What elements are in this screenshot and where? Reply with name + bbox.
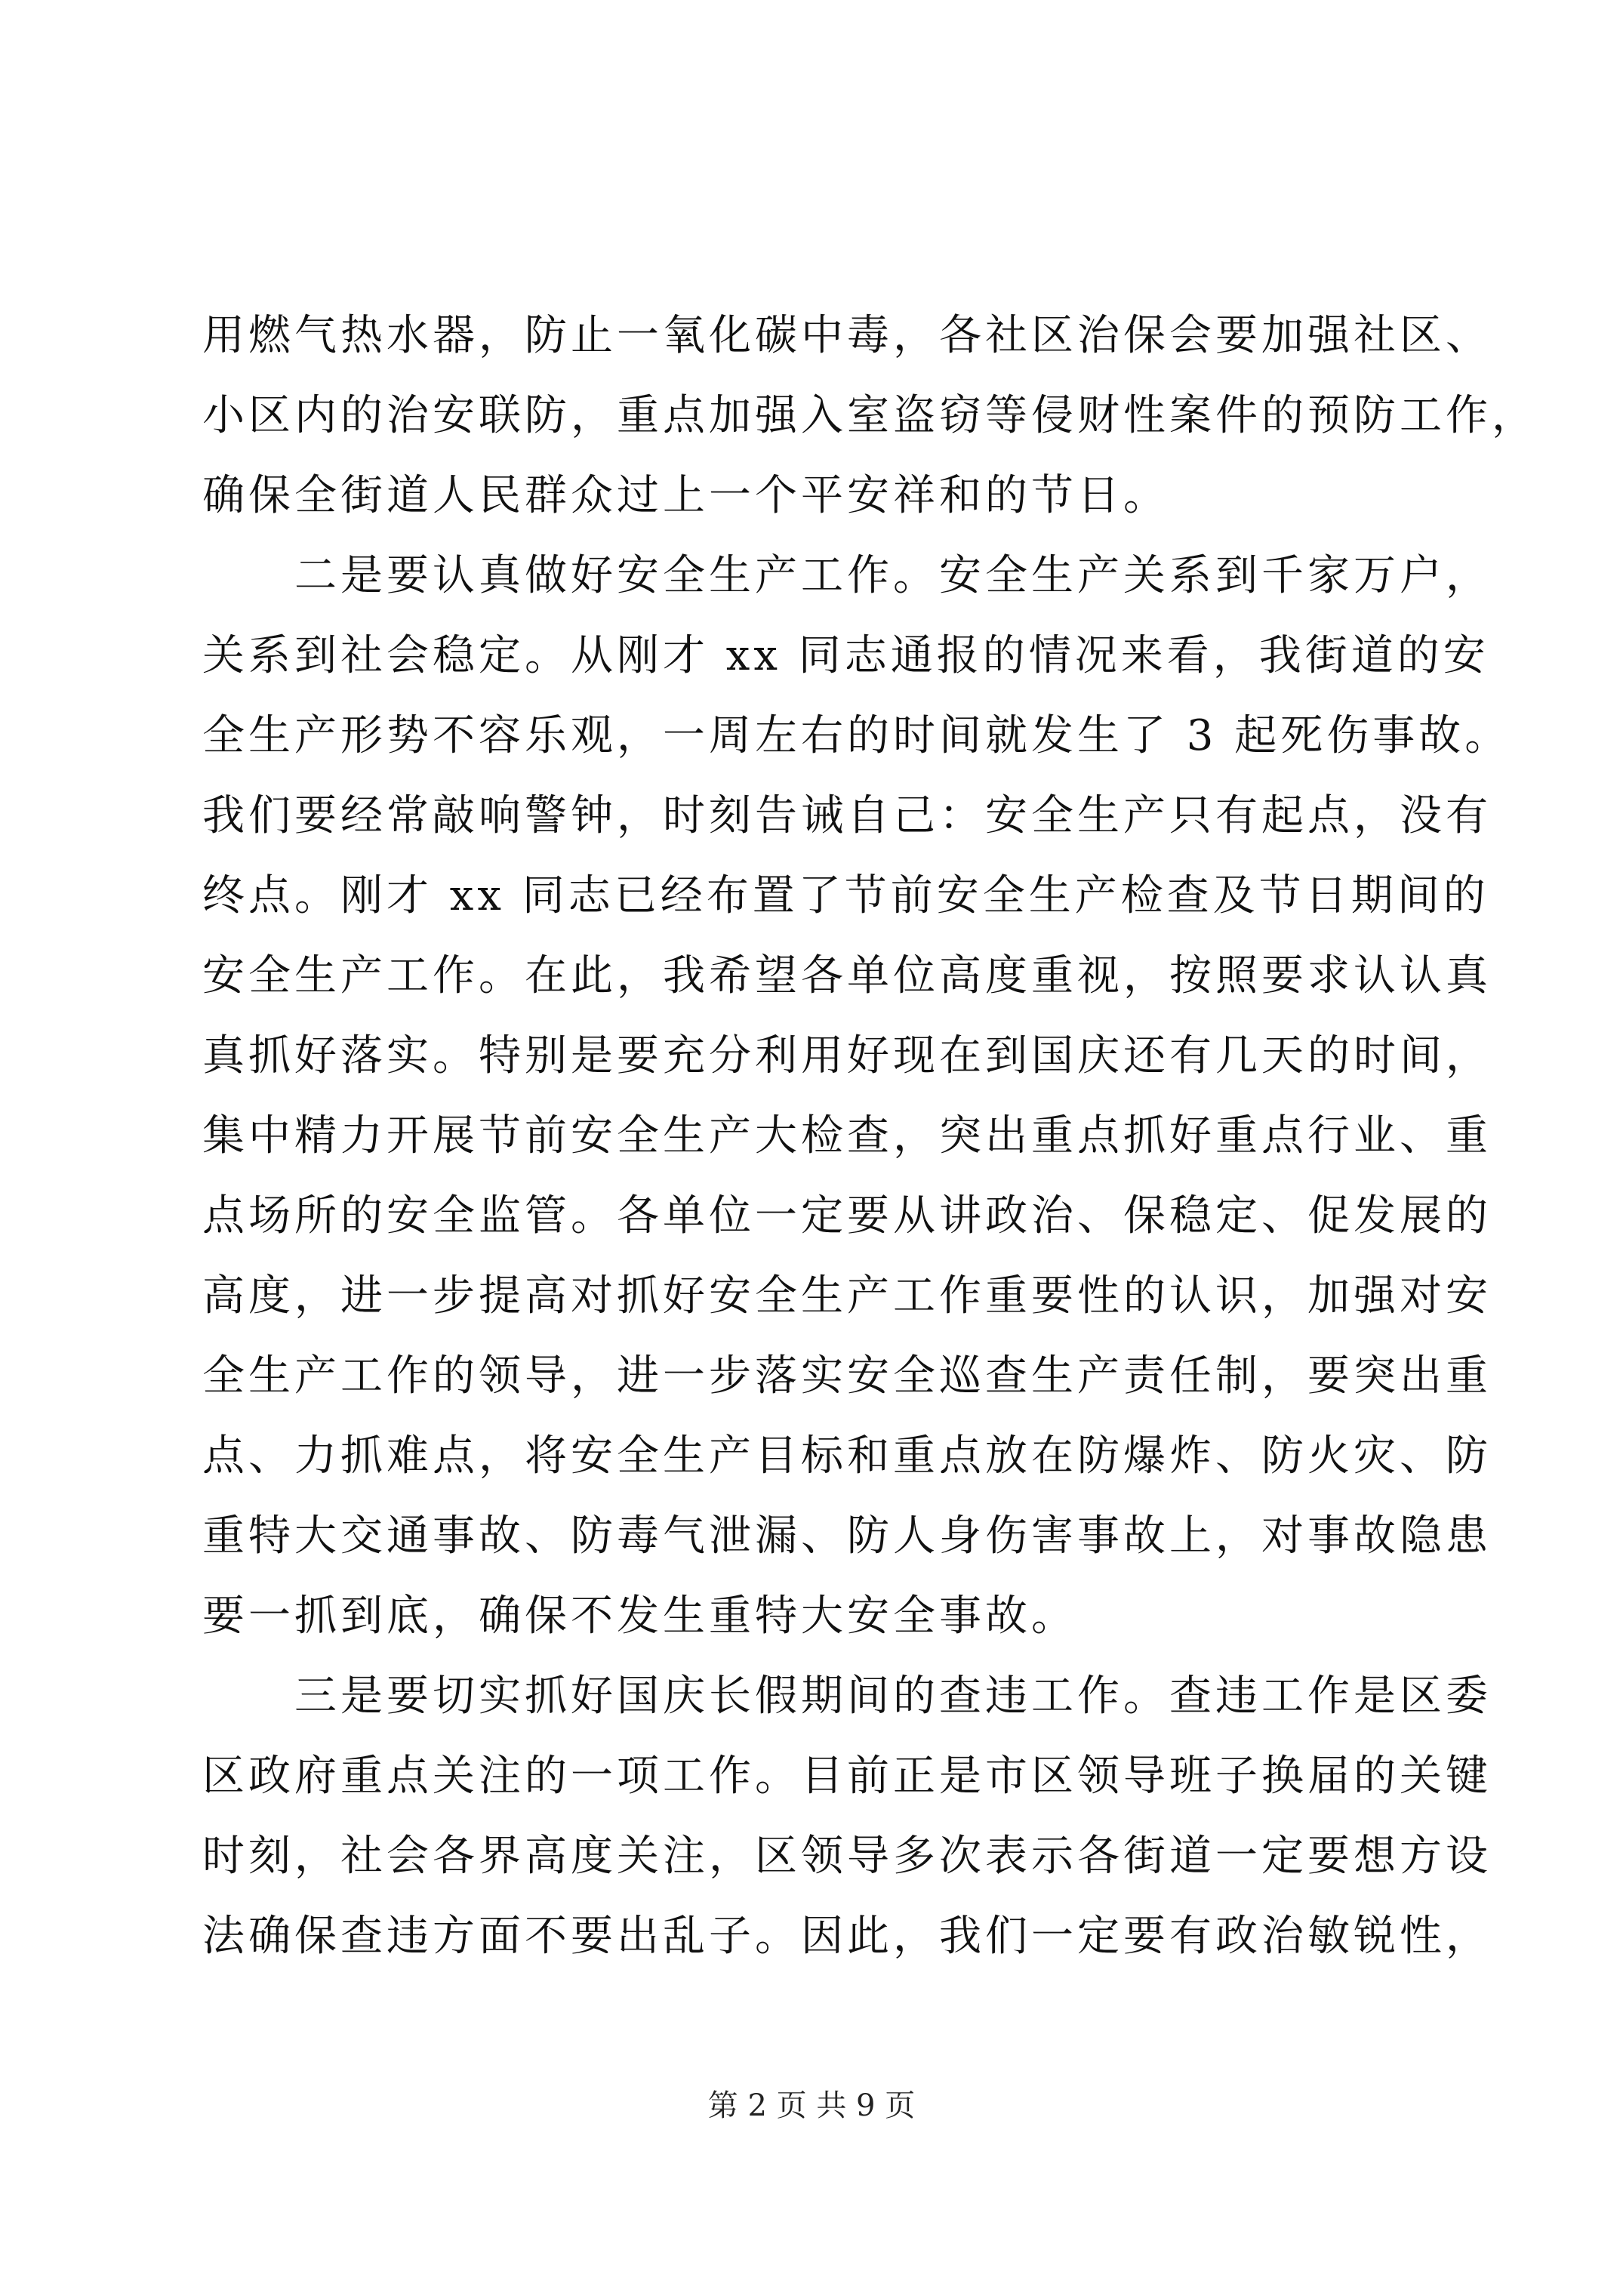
text-line: 全生产工作的领导，进一步落实安全巡查生产责任制，要突出重 [202, 1351, 1492, 1401]
text-line: 终点。刚才 xx 同志已经布置了节前安全生产检查及节日期间的 [202, 871, 1489, 920]
text-line: 集中精力开展节前安全生产大检查，突出重点抓好重点行业、重 [202, 1111, 1492, 1160]
text-line: 确保全街道人民群众过上一个平安祥和的节日。 [202, 471, 1169, 520]
text-line: 我们要经常敲响警钟，时刻告诫自己：安全生产只有起点，没有 [202, 791, 1492, 840]
text-line: 用燃气热水器，防止一氧化碳中毒，各社区治保会要加强社区、 [202, 311, 1492, 360]
text-line: 二是要认真做好安全生产工作。安全生产关系到千家万户， [202, 551, 1492, 600]
text-line: 时刻，社会各界高度关注，区领导多次表示各街道一定要想方设 [202, 1832, 1492, 1881]
text-line: 关系到社会稳定。从刚才 xx 同志通报的情况来看，我街道的安 [202, 631, 1489, 680]
text-line: 要一抓到底，确保不发生重特大安全事故。 [202, 1592, 1077, 1641]
text-line: 高度，进一步提高对抓好安全生产工作重要性的认识，加强对安 [202, 1271, 1492, 1321]
text-line: 安全生产工作。在此，我希望各单位高度重视，按照要求认认真 [202, 951, 1492, 1000]
text-line: 重特大交通事故、防毒气泄漏、防人身伤害事故上，对事故隐患 [202, 1512, 1492, 1561]
text-line: 真抓好落实。特别是要充分利用好现在到国庆还有几天的时间， [202, 1031, 1492, 1080]
text-line: 点、力抓难点，将安全生产目标和重点放在防爆炸、防火灾、防 [202, 1432, 1492, 1481]
text-line: 区政府重点关注的一项工作。目前正是市区领导班子换届的关键 [202, 1752, 1492, 1801]
text-line: 法确保查违方面不要出乱子。因此，我们一定要有政治敏锐性， [202, 1912, 1492, 1961]
text-line: 点场所的安全监管。各单位一定要从讲政治、保稳定、促发展的 [202, 1191, 1492, 1240]
text-line: 小区内的治安联防，重点加强入室盗窃等侵财性案件的预防工作， [202, 391, 1538, 440]
page-number-footer: 第 2 页 共 9 页 [707, 2088, 916, 2123]
text-line: 全生产形势不容乐观，一周左右的时间就发生了 3 起死伤事故。 [202, 711, 1511, 760]
text-line: 三是要切实抓好国庆长假期间的查违工作。查违工作是区委 [202, 1672, 1492, 1721]
